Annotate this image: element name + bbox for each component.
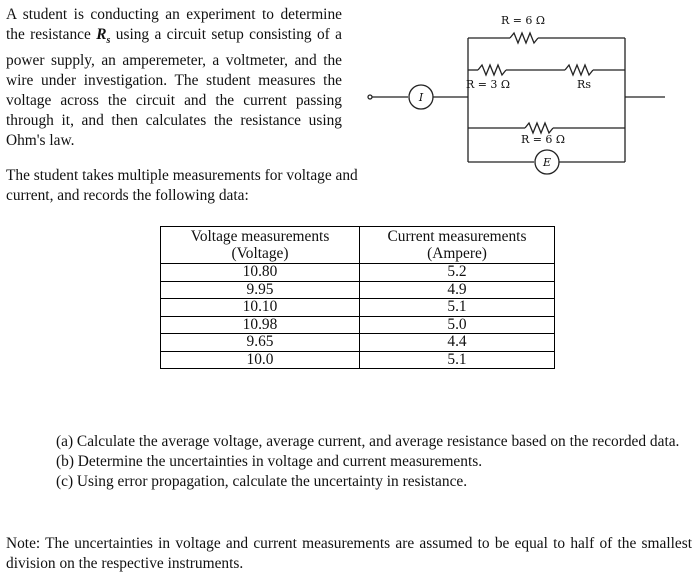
voltage-cell: 10.98 bbox=[161, 316, 360, 334]
question-b: (b) Determine the uncertainties in voltage and current measurements. bbox=[56, 453, 483, 470]
label-r-mid: R = 3 Ω bbox=[465, 78, 511, 91]
voltage-cell: 9.65 bbox=[161, 334, 360, 352]
questions bbox=[6, 432, 692, 492]
label-r-top: R = 6 Ω bbox=[500, 14, 546, 27]
intro-paragraph-2: The student takes multiple measurements for voltage and current, and records the following data: bbox=[6, 167, 358, 204]
rs-symbol: $R_s$ bbox=[96, 26, 111, 47]
resistor-rs bbox=[565, 65, 593, 75]
current-cell: 5.0 bbox=[360, 316, 555, 334]
voltage-cell: 10.80 bbox=[161, 264, 360, 282]
current-cell: 5.1 bbox=[360, 351, 555, 369]
voltage-cell: 10.0 bbox=[161, 351, 360, 369]
intro-text-1: A student is conducting an experiment to determine the resistance bbox=[6, 6, 342, 43]
current-cell: 5.2 bbox=[360, 264, 555, 282]
resistor-top bbox=[510, 33, 538, 43]
current-cell: 4.9 bbox=[360, 281, 555, 299]
question-c: (c) Using error propagation, calculate the uncertainty in resistance. bbox=[56, 473, 468, 490]
voltage-header: Voltage measurements (Voltage) bbox=[161, 227, 360, 264]
current-cell: 4.4 bbox=[360, 334, 555, 352]
table-row bbox=[161, 334, 555, 352]
table-row bbox=[161, 264, 555, 282]
measurement-table bbox=[160, 226, 555, 369]
table-row bbox=[161, 316, 555, 334]
voltage-cell: 9.95 bbox=[161, 281, 360, 299]
table-row bbox=[161, 351, 555, 369]
intro-text-2: using a circuit setup consisting of a power supply, an amperemeter, a voltmeter, and the wire under investigation. The student measures the voltage across the circuit and the current passing through it, and then calculates the resistance using Ohm's law. bbox=[6, 26, 342, 150]
table-row bbox=[161, 281, 555, 299]
label-r-bottom: R = 6 Ω bbox=[520, 133, 566, 146]
resistor-mid bbox=[478, 65, 506, 75]
question-a: (a) Calculate the average voltage, average current, and average resistance based on the recorded data. bbox=[56, 433, 680, 450]
label-ammeter: I bbox=[418, 91, 424, 104]
label-source: E bbox=[542, 156, 552, 169]
voltage-cell: 10.10 bbox=[161, 299, 360, 317]
left-terminal bbox=[368, 95, 372, 99]
intro-paragraph bbox=[6, 5, 342, 151]
circuit-diagram bbox=[360, 0, 697, 200]
note-paragraph: Note: The uncertainties in voltage and current measurements are assumed to be equal to half of the smallest division on the respective instruments. bbox=[6, 535, 692, 572]
current-cell: 5.1 bbox=[360, 299, 555, 317]
table-row bbox=[161, 299, 555, 317]
resistor-bottom bbox=[525, 123, 553, 133]
current-header: Current measurements (Ampere) bbox=[360, 227, 555, 264]
label-rs: Rs bbox=[577, 78, 591, 91]
